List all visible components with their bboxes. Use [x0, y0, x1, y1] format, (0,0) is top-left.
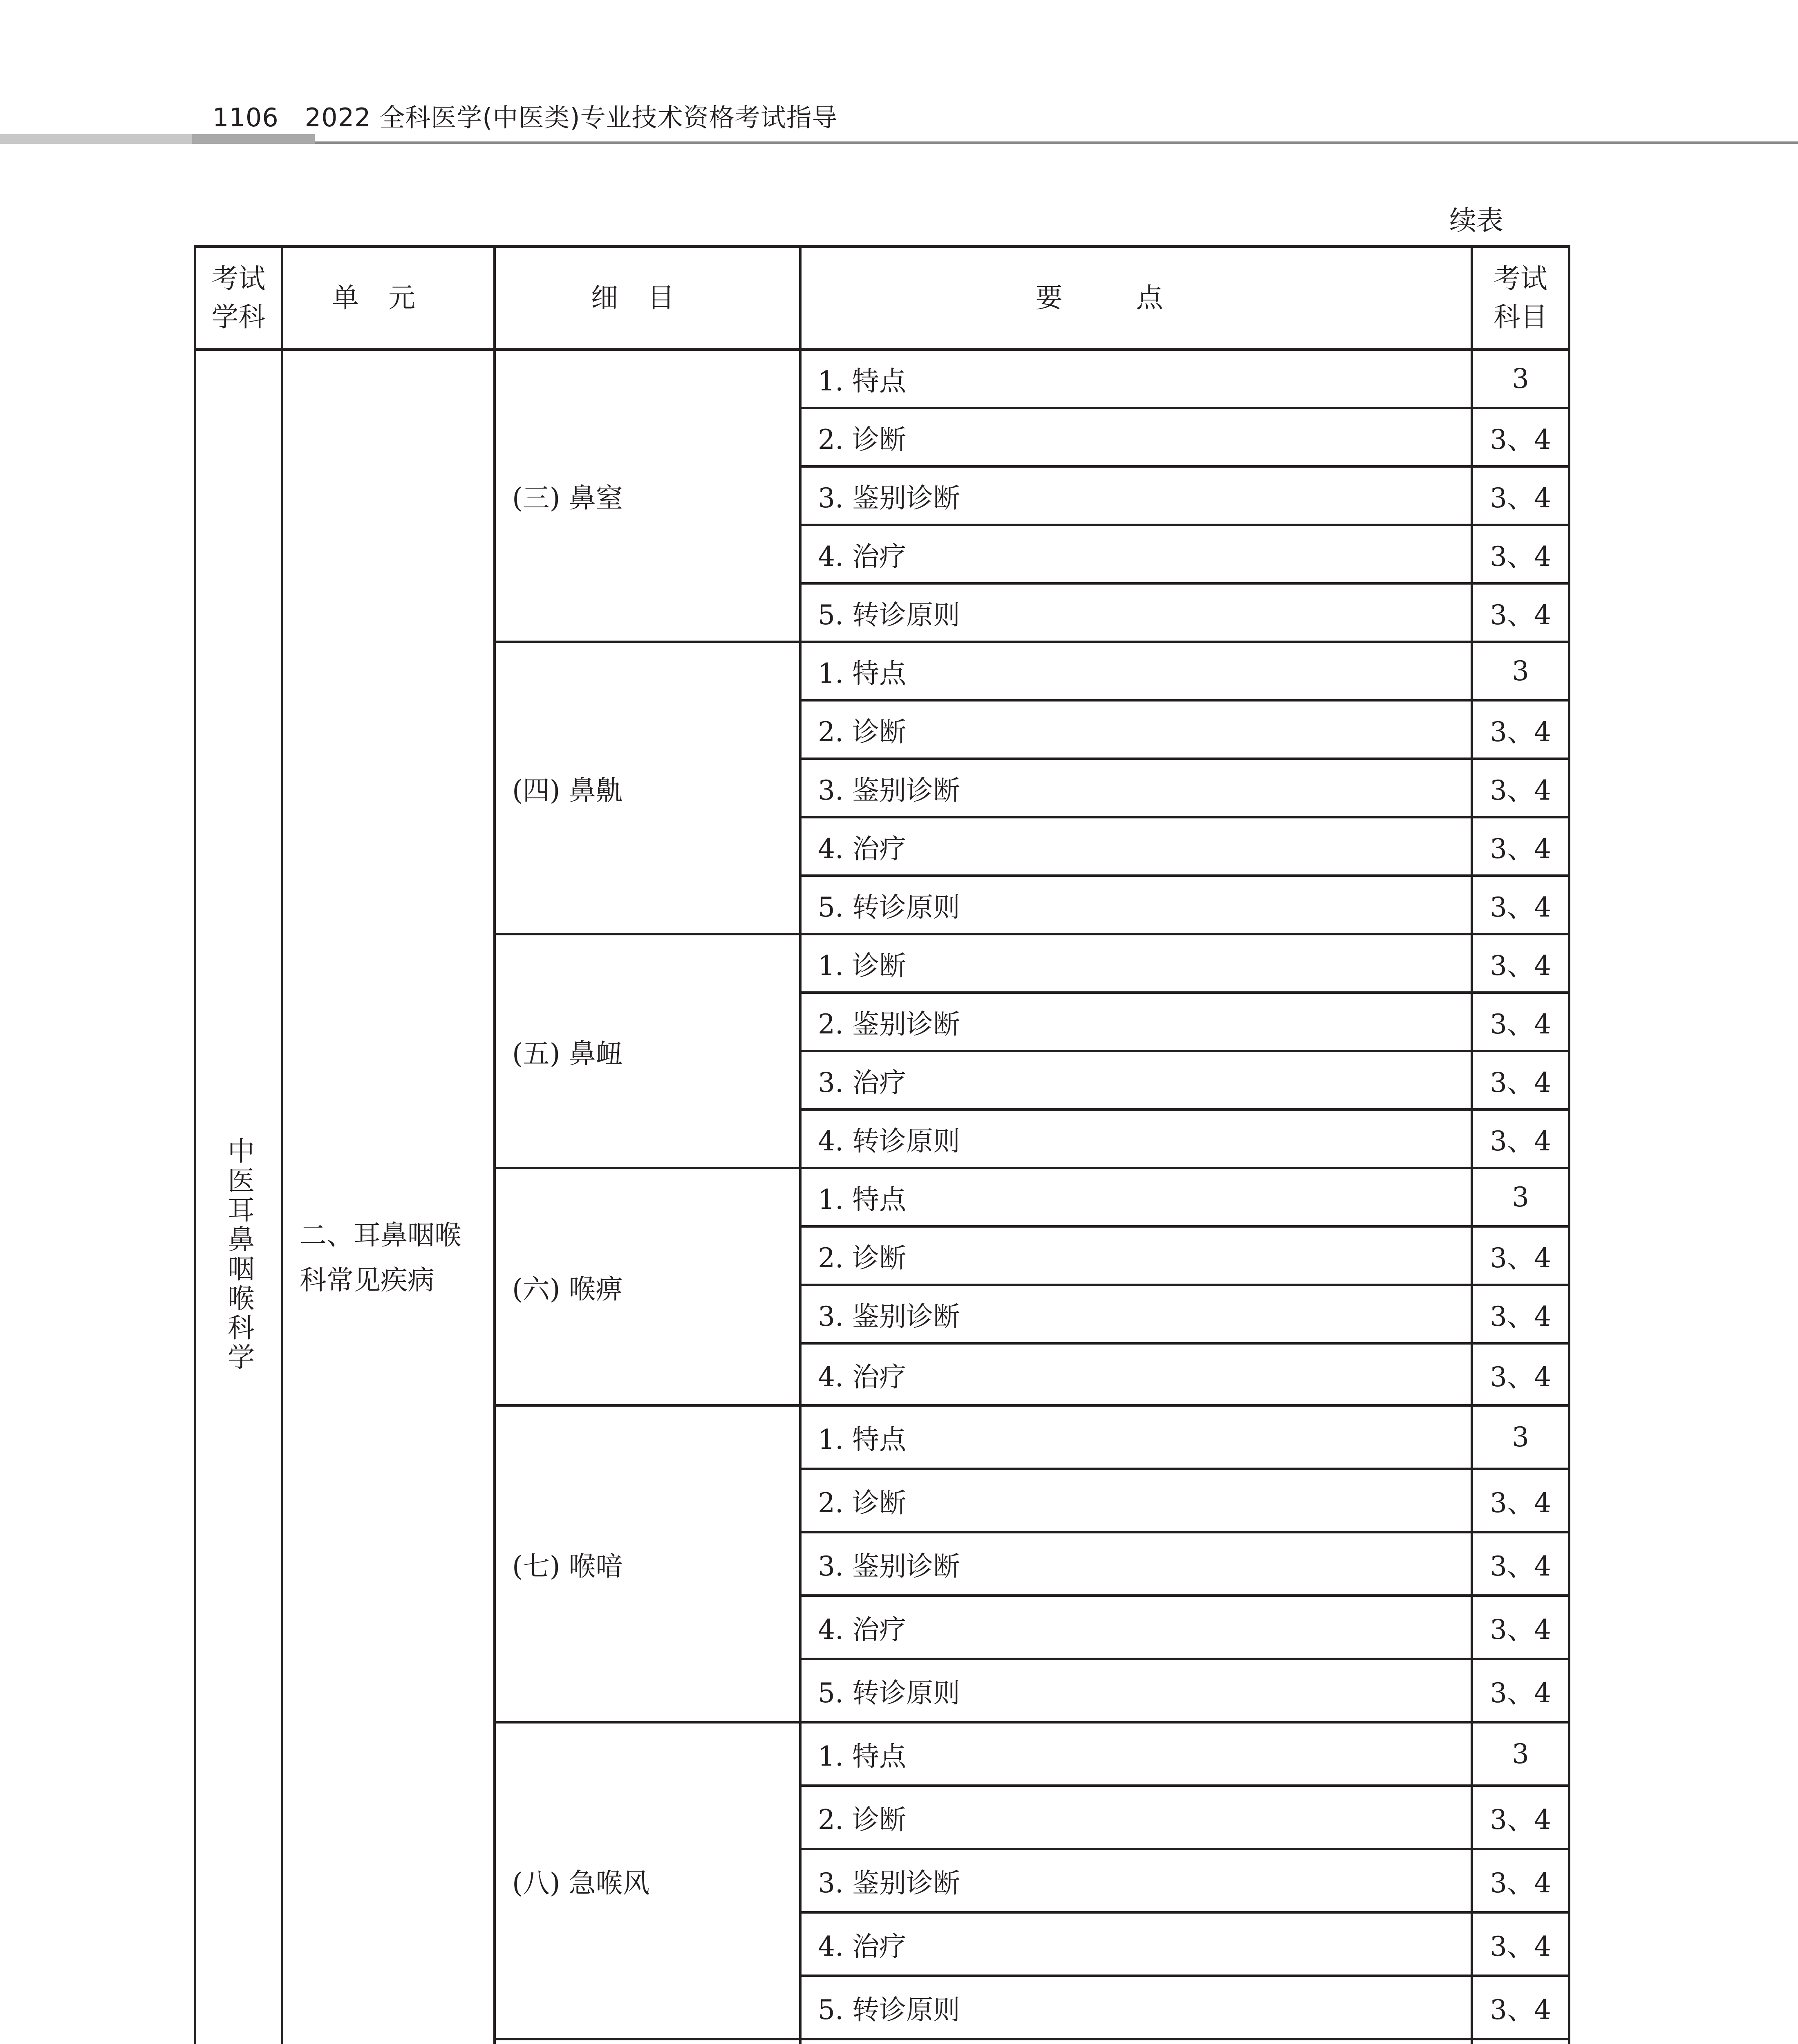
- item-cell: (六) 喉痹: [495, 1168, 800, 1405]
- header-point: [800, 247, 1472, 350]
- exam-code-cell: 3、4: [1472, 1659, 1569, 1722]
- point-cell: 1. 特点: [800, 1168, 1472, 1226]
- exam-code-cell: 3、4: [1472, 1109, 1569, 1168]
- point-cell: 1. 特点: [800, 642, 1472, 700]
- header-rule-line: [315, 141, 1798, 144]
- item-cell: (四) 鼻鼽: [495, 642, 800, 934]
- exam-code-cell: 3、4: [1472, 583, 1569, 642]
- header-unit-label: 单元: [332, 282, 445, 314]
- table-body: [195, 350, 1569, 2044]
- point-cell: 1. 特点: [800, 1405, 1472, 1469]
- point-cell: 1. 特点: [800, 1722, 1472, 1786]
- point-cell: 5. 转诊原则: [800, 1659, 1472, 1722]
- point-cell: 2. 诊断: [800, 408, 1472, 466]
- exam-code-cell: 3、4: [1472, 1786, 1569, 1849]
- exam-code-cell: 3: [1472, 1405, 1569, 1469]
- header-exam: [1472, 247, 1569, 350]
- header-unit: [282, 247, 495, 350]
- unit-cell: [800, 2039, 1472, 2044]
- point-cell: 5. 转诊原则: [800, 876, 1472, 934]
- syllabus-table: [194, 245, 1570, 2044]
- exam-code-cell: 3、4: [1472, 1285, 1569, 1343]
- exam-code-cell: 3、4: [1472, 466, 1569, 525]
- subject-label: 中医耳鼻咽喉科学: [223, 1136, 255, 1372]
- point-cell: 4. 治疗: [800, 525, 1472, 583]
- exam-code-cell: 3、4: [1472, 1226, 1569, 1285]
- exam-code-cell: 3: [1472, 350, 1569, 408]
- point-cell: 3. 治疗: [800, 1051, 1472, 1109]
- point-cell: 1. 诊断: [800, 934, 1472, 993]
- point-cell: 3. 鉴别诊断: [800, 1849, 1472, 1912]
- exam-code-cell: 3、4: [1472, 1596, 1569, 1659]
- point-cell: 3. 鉴别诊断: [800, 759, 1472, 817]
- exam-code-cell: 3、4: [1472, 759, 1569, 817]
- point-cell: 3. 鉴别诊断: [800, 1532, 1472, 1596]
- exam-code-cell: 3、4: [1472, 1051, 1569, 1109]
- header-item: [495, 247, 800, 350]
- exam-code-cell: 3、4: [1472, 1849, 1569, 1912]
- exam-code-cell: 3、4: [1472, 1912, 1569, 1976]
- exam-code-cell: 3、4: [1472, 1532, 1569, 1596]
- exam-code-cell: 3、4: [1472, 408, 1569, 466]
- exam-code-cell: 3、4: [1472, 934, 1569, 993]
- subject-cell: [495, 2039, 800, 2044]
- point-cell: 5. 转诊原则: [800, 583, 1472, 642]
- point-cell: 2. 诊断: [800, 1469, 1472, 1532]
- exam-code-cell: 3、4: [1472, 1469, 1569, 1532]
- point-cell: 3. 鉴别诊断: [800, 1285, 1472, 1343]
- subject-cell: [195, 350, 282, 2044]
- header-item-label: 细目: [591, 282, 704, 314]
- point-cell: 4. 治疗: [800, 817, 1472, 876]
- continued-label: 续表: [1449, 205, 1503, 236]
- point-cell: 5. 转诊原则: [800, 1976, 1472, 2039]
- exam-code-cell: 3、4: [1472, 876, 1569, 934]
- header-exam-label: 考试 科目: [1493, 263, 1547, 333]
- point-cell: 4. 转诊原则: [800, 1109, 1472, 1168]
- table-header-row: [195, 247, 1569, 350]
- exam-code-cell: 3: [1472, 642, 1569, 700]
- header-subject-label: 考试 学科: [211, 263, 266, 333]
- point-cell: 4. 治疗: [800, 1596, 1472, 1659]
- header-point-label: 要点: [1035, 282, 1237, 314]
- exam-code-cell: 3、4: [1472, 1343, 1569, 1405]
- header-subject: [195, 247, 282, 350]
- exam-code-cell: 3、4: [1472, 700, 1569, 759]
- exam-code-cell: 3、4: [1472, 525, 1569, 583]
- exam-code-cell: 3、4: [1472, 817, 1569, 876]
- point-cell: 2. 诊断: [800, 1786, 1472, 1849]
- point-cell: 2. 诊断: [800, 1226, 1472, 1285]
- header-rule-dark: [192, 134, 315, 144]
- exam-code-cell: 3: [1472, 1168, 1569, 1226]
- point-cell: 4. 治疗: [800, 1912, 1472, 1976]
- unit-cell: 二、耳鼻咽喉科常见疾病: [282, 350, 495, 2044]
- table-row: [195, 350, 1569, 408]
- point-cell: 2. 鉴别诊断: [800, 993, 1472, 1051]
- exam-code-cell: 3、4: [1472, 993, 1569, 1051]
- item-cell: [1472, 2039, 1569, 2044]
- point-cell: 4. 治疗: [800, 1343, 1472, 1405]
- running-header: [213, 97, 838, 134]
- book-title: 2022 全科医学(中医类)专业技术资格考试指导: [305, 103, 838, 132]
- item-cell: (七) 喉喑: [495, 1405, 800, 1722]
- item-cell: (三) 鼻窒: [495, 350, 800, 642]
- item-cell: (八) 急喉风: [495, 1722, 800, 2039]
- point-cell: 1. 特点: [800, 350, 1472, 408]
- exam-code-cell: 3、4: [1472, 1976, 1569, 2039]
- exam-code-cell: 3: [1472, 1722, 1569, 1786]
- point-cell: 3. 鉴别诊断: [800, 466, 1472, 525]
- item-cell: (五) 鼻衄: [495, 934, 800, 1168]
- page-number: 1106: [213, 103, 279, 132]
- point-cell: 2. 诊断: [800, 700, 1472, 759]
